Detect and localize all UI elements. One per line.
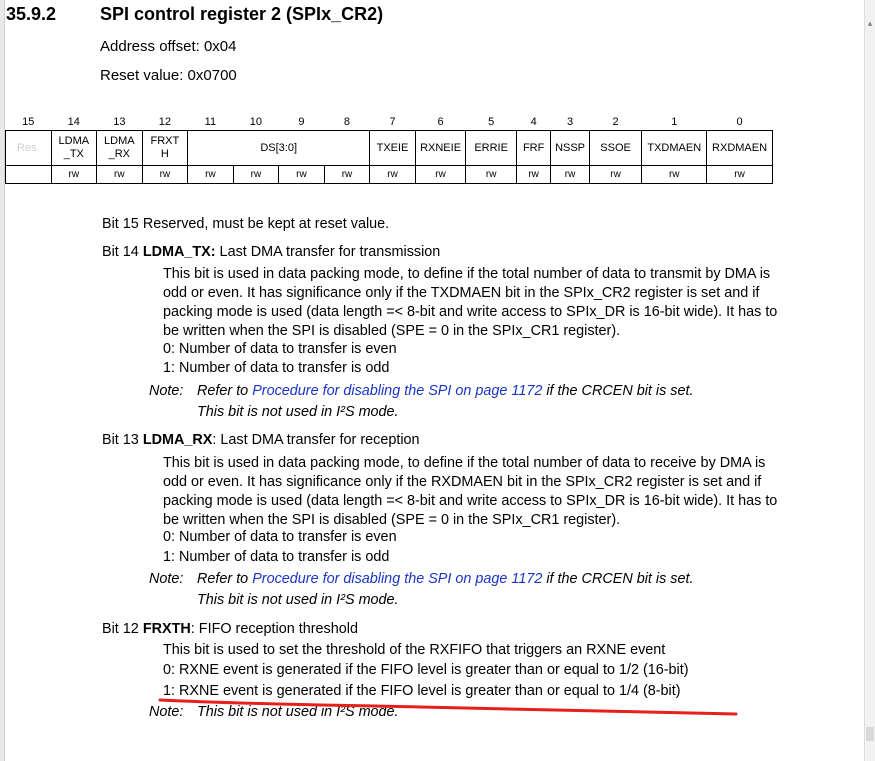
bit13-body: This bit is used in data packing mode, to define if the total number of data to receive by DMA is odd or even. It has significance only if the RXDMAEN bit in the SPIx_CR2 register is set and if packing mode is used (data length =< 8-bit and write access to SPIx_DR is 16-bit wide). It has to be written when the SPI is disabled (SPE = 0 in the SPIx_CR1 register).	[163, 455, 778, 528]
procedure-link[interactable]: Procedure for disabling the SPI on page 1172	[252, 571, 543, 587]
bit-number: 8	[343, 116, 351, 128]
field-txdmaen: TXDMAEN	[642, 131, 707, 166]
access-cell: rw	[279, 166, 325, 184]
bit14-value0: 0: Number of data to transfer is even	[163, 341, 397, 357]
access-cell: rw	[51, 166, 97, 184]
bit12-name: FRXTH	[142, 621, 191, 637]
access-cell: rw	[516, 166, 550, 184]
access-cell: rw	[324, 166, 370, 184]
access-cell: rw	[466, 166, 517, 184]
field-ldma-tx: LDMA _TX	[51, 131, 97, 166]
bit14-label: Bit 14	[102, 244, 139, 260]
field-frf: FRF	[516, 131, 550, 166]
field-ssoe: SSOE	[589, 131, 642, 166]
bit12-label: Bit 12	[102, 621, 139, 637]
bit13-value0: 0: Number of data to transfer is even	[163, 529, 397, 545]
bit14-desc: Last DMA transfer for transmission	[215, 244, 441, 260]
scroll-up-arrow-icon[interactable]: ▴	[867, 18, 873, 28]
access-cell: rw	[142, 166, 188, 184]
bit14-value1: 1: Number of data to transfer is odd	[163, 360, 390, 376]
bit-number: 11	[204, 116, 217, 128]
bit13-value1: 1: Number of data to transfer is odd	[163, 549, 390, 565]
field-errie: ERRIE	[466, 131, 517, 166]
bit13-note: Note: Refer to Procedure for disabling the SPI on page 1172 if the CRCEN bit is set.	[149, 571, 694, 587]
access-cell: rw	[233, 166, 279, 184]
field-nssp: NSSP	[551, 131, 589, 166]
bit14-note2: This bit is not used in I²S mode.	[197, 404, 399, 420]
bit-number: 1	[671, 116, 678, 128]
bit14-note: Note: Refer to Procedure for disabling the SPI on page 1172 if the CRCEN bit is set.	[149, 383, 694, 399]
bit13-name: LDMA_RX	[142, 432, 213, 448]
access-cell: rw	[642, 166, 707, 184]
bit12-note: Note: This bit is not used in I²S mode.	[149, 704, 399, 720]
bit-number: 5	[488, 116, 495, 128]
field-rxdmaen: RXDMAEN	[707, 131, 773, 166]
bit15-text: Reserved, must be kept at reset value.	[142, 216, 390, 232]
note-label: Note:	[149, 704, 184, 720]
section-number: 35.9.2	[6, 4, 57, 24]
bit12-line1: This bit is used to set the threshold of the RXFIFO that triggers an RXNE event	[163, 642, 666, 658]
bit12-desc: : FIFO reception threshold	[190, 621, 358, 637]
bit-number: 4	[530, 116, 537, 128]
bit-number: 12	[158, 116, 171, 128]
bit14-name: LDMA_TX:	[142, 244, 216, 260]
bit13-note2: This bit is not used in I²S mode.	[197, 592, 399, 608]
bit-number: 10	[249, 116, 263, 128]
bit-number: 0	[736, 116, 743, 128]
field-ds: DS[3:0]	[188, 131, 370, 166]
bit12-line2: 0: RXNE event is generated if the FIFO level is greater than or equal to 1/2 (16-bit)	[163, 662, 689, 678]
bit-number: 3	[566, 116, 574, 128]
field-rxneie: RXNEIE	[415, 131, 466, 166]
address-offset: Address offset: 0x04	[100, 38, 237, 55]
bit-number: 14	[67, 116, 80, 128]
bit13-desc: : Last DMA transfer for reception	[212, 432, 420, 448]
access-cell: rw	[188, 166, 234, 184]
note-label: Note:	[149, 571, 184, 587]
bit-number: 15	[22, 116, 35, 128]
access-cell: rw	[589, 166, 642, 184]
bit13-label: Bit 13	[102, 432, 139, 448]
bit12-line3: 1: RXNE event is generated if the FIFO level is greater than or equal to 1/4 (8-bit)	[163, 683, 681, 699]
bit-number: 6	[437, 116, 444, 128]
field-frxth: FRXT H	[142, 131, 188, 166]
access-cell: rw	[97, 166, 143, 184]
bit-number: 13	[113, 116, 126, 128]
access-cell: rw	[707, 166, 773, 184]
field-ldma-rx: LDMA _RX	[97, 131, 143, 166]
access-cell: rw	[370, 166, 416, 184]
bit14-body: This bit is used in data packing mode, to define if the total number of data to transmit by DMA is odd or even. It has significance only if the TXDMAEN bit in the SPIx_CR2 register is set and if packing mode is used (data length =< 8-bit and write access to SPIx_DR is 16-bit wide). It has to be written when the SPI is disabled (SPE = 0 in the SPIx_CR1 register).	[163, 266, 778, 339]
bit-number: 9	[298, 116, 305, 128]
bit-number: 7	[389, 116, 396, 128]
reset-value: Reset value: 0x0700	[100, 67, 237, 84]
procedure-link[interactable]: Procedure for disabling the SPI on page 1172	[252, 383, 543, 399]
bit-number: 2	[612, 116, 619, 128]
bit15-label: Bit 15	[102, 216, 139, 232]
field-reserved: Res.	[6, 131, 52, 166]
note-label: Note:	[149, 383, 184, 399]
access-cell: rw	[415, 166, 466, 184]
field-txeie: TXEIE	[370, 131, 416, 166]
access-cell: rw	[551, 166, 589, 184]
section-title: SPI control register 2 (SPIx_CR2)	[100, 4, 384, 24]
